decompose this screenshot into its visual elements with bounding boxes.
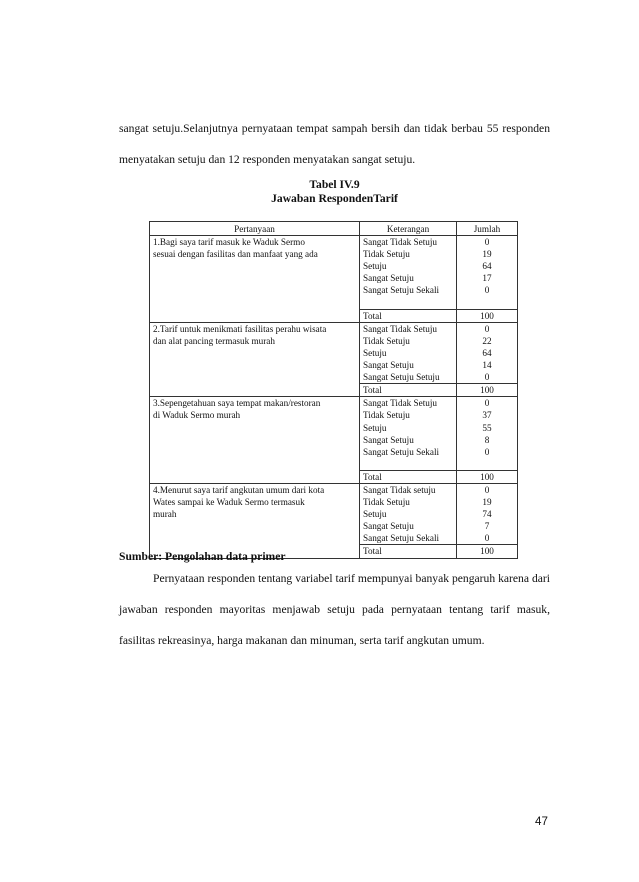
answer-count: 14 — [482, 360, 492, 371]
table-body — [150, 236, 518, 558]
answer-option: Tidak Setuju — [363, 497, 410, 508]
answer-count: 64 — [482, 261, 492, 272]
answer-count: 19 — [482, 497, 492, 508]
count-cell — [457, 322, 518, 383]
answer-count: 7 — [484, 521, 490, 532]
tariff-response-table — [149, 221, 518, 559]
intro-paragraph: sangat setuju.Selanjutnya pernyataan tempat sampah bersih dan tidak berbau 55 responden menyatakan setuju dan 12 responden menyatakan sangat setuju. — [119, 122, 550, 166]
answer-option: Sangat Tidak setuju — [363, 484, 436, 495]
answer-option: Setuju — [363, 422, 387, 433]
answer-count: 0 — [484, 533, 490, 544]
answer-count: 74 — [482, 509, 492, 520]
answer-count: 0 — [484, 446, 490, 457]
question-line: murah — [153, 509, 177, 520]
answer-option: Setuju — [363, 347, 387, 358]
answer-option: Setuju — [363, 509, 387, 520]
question-line: 1.Bagi saya tarif masuk ke Waduk Sermo — [153, 237, 305, 248]
answer-count: 0 — [484, 372, 490, 383]
answer-option: Tidak Setuju — [363, 410, 410, 421]
total-value: 100 — [457, 470, 518, 483]
answer-count: 0 — [484, 484, 490, 495]
table-row — [150, 236, 518, 310]
header-description: Keterangan — [360, 222, 457, 236]
page-number: 47 — [535, 815, 548, 828]
answer-count: 0 — [484, 323, 490, 334]
header-question: Pertanyaan — [150, 222, 360, 236]
count-cell — [457, 397, 518, 471]
question-cell — [150, 483, 360, 558]
answer-option: Sangat Setuju Sekali — [363, 446, 440, 457]
closing-paragraph: Pernyataan responden tentang variabel tarif mempunyai banyak pengaruh karena dari jawaban responden mayoritas menjawab setuju pada pernyataan tentang tarif masuk, fasilitas rekreasinya, harga makanan dan minuman, serta tarif angkutan umum. — [119, 572, 550, 647]
answer-option: Sangat Setuju — [363, 360, 414, 371]
answer-count: 22 — [482, 335, 492, 346]
answer-count: 17 — [482, 273, 492, 284]
answer-option: Tidak Setuju — [363, 335, 410, 346]
question-line: sesuai dengan fasilitas dan manfaat yang ada — [153, 249, 318, 260]
question-line: dan alat pancing termasuk murah — [153, 335, 275, 346]
answer-option: Sangat Setuju Sekali — [363, 285, 440, 296]
answer-cell — [360, 236, 457, 310]
answer-cell — [360, 483, 457, 544]
question-line: 4.Menurut saya tarif angkutan umum dari kota — [153, 484, 325, 495]
total-value: 100 — [457, 384, 518, 397]
table-title: Jawaban RespondenTarif — [271, 192, 398, 205]
total-value: 100 — [457, 545, 518, 558]
answer-count: 8 — [484, 434, 490, 445]
answer-option: Sangat Setuju — [363, 434, 414, 445]
answer-option: Sangat Setuju Sekali — [363, 533, 440, 544]
answer-count: 0 — [484, 237, 490, 248]
question-cell — [150, 322, 360, 397]
header-count: Jumlah — [457, 222, 518, 236]
answer-option: Sangat Tidak Setuju — [363, 398, 438, 409]
answer-count: 0 — [484, 285, 490, 296]
answer-option: Setuju — [363, 261, 387, 272]
question-cell — [150, 397, 360, 484]
answer-count: 64 — [482, 347, 492, 358]
table-header-row — [150, 222, 518, 236]
table-row — [150, 483, 518, 544]
total-value: 100 — [457, 309, 518, 322]
answer-cell — [360, 397, 457, 471]
table-row — [150, 322, 518, 383]
total-label: Total — [360, 545, 457, 558]
answer-option: Sangat Tidak Setuju — [363, 237, 438, 248]
answer-option: Sangat Setuju — [363, 521, 414, 532]
question-cell — [150, 236, 360, 323]
answer-option: Sangat Setuju Setuju — [363, 372, 440, 383]
answer-cell — [360, 322, 457, 383]
question-line: 3.Sepengetahuan saya tempat makan/restoran — [153, 398, 321, 409]
answer-count: 37 — [482, 410, 492, 421]
answer-count: 55 — [482, 422, 492, 433]
question-line: Wates sampai ke Waduk Sermo termasuk — [153, 497, 305, 508]
answer-option: Sangat Setuju — [363, 273, 414, 284]
answer-option: Tidak Setuju — [363, 249, 410, 260]
answer-count: 19 — [482, 249, 492, 260]
total-label: Total — [360, 309, 457, 322]
answer-option: Sangat Tidak Setuju — [363, 323, 438, 334]
count-cell — [457, 236, 518, 310]
question-line: di Waduk Sermo murah — [153, 410, 241, 421]
table-row — [150, 397, 518, 471]
question-line: 2.Tarif untuk menikmati fasilitas perahu wisata — [153, 323, 327, 334]
answer-count: 0 — [484, 398, 490, 409]
total-label: Total — [360, 470, 457, 483]
table-source: Sumber: Pengolahan data primer — [119, 550, 286, 563]
total-label: Total — [360, 384, 457, 397]
count-cell — [457, 483, 518, 544]
table-number: Tabel IV.9 — [309, 178, 360, 191]
